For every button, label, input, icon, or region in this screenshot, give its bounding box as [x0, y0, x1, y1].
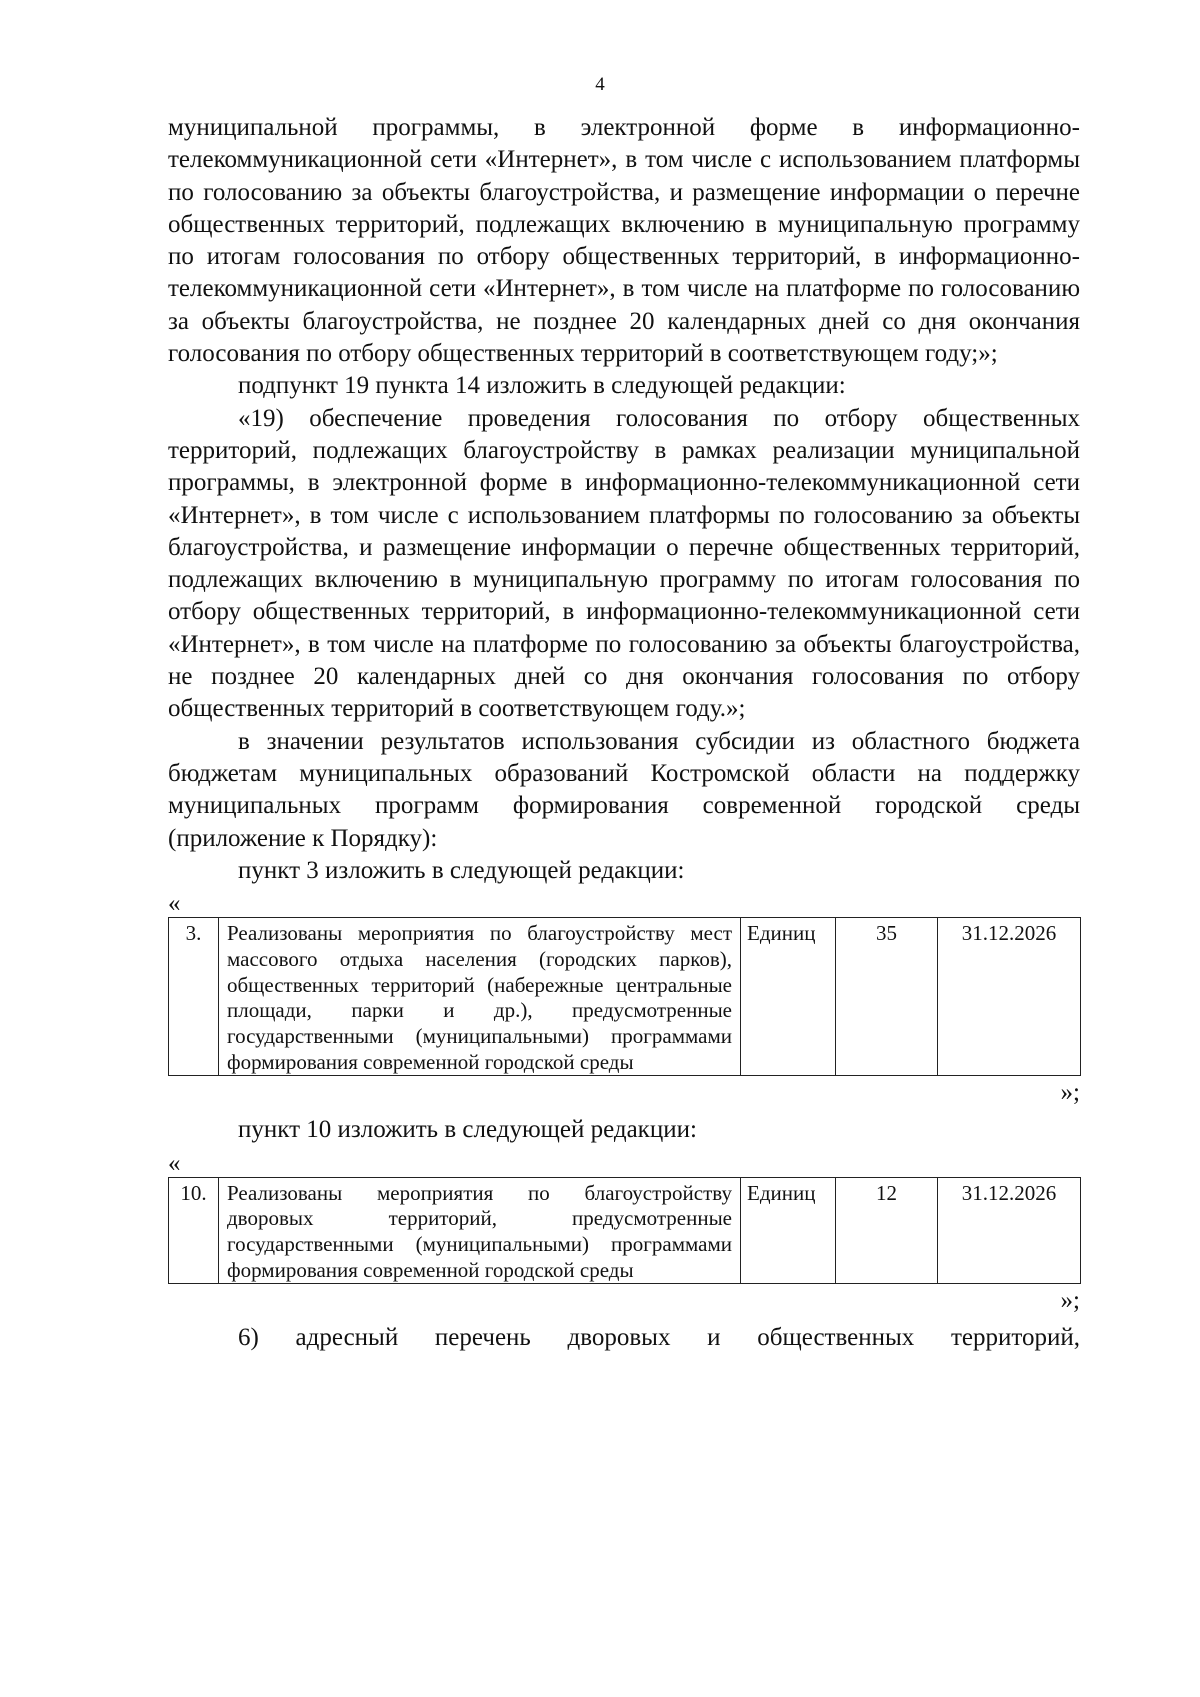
- table-row: [169, 1177, 1081, 1284]
- page-number: 4: [595, 74, 605, 95]
- row-number: 10.: [169, 1177, 219, 1284]
- results-table-point-3: [168, 917, 1081, 1076]
- row-number: 3.: [169, 918, 219, 1076]
- paragraph-item-6: 6) адресный перечень дворовых и общественных территорий,: [238, 1324, 1080, 1352]
- paragraph-continuation: муниципальной программы, в электронной форме в информационно-телекоммуникационной сети «Интернет», в том числе с использованием платформы по голосованию за объекты благоустройства, и размещение информации о перечне общественных территорий, подлежащих включению в муниципальную программу по итогам голосования по отбору общественных территорий, в информационно-телекоммуникационной сети «Интернет», в том числе на платформе по голосованию за объекты благоустройства, не позднее 20 календарных дней со дня окончания голосования по отбору общественных территорий в соответствующем году;»;: [168, 114, 1080, 368]
- paragraph-point-10-heading: пункт 10 изложить в следующей редакции:: [238, 1116, 697, 1144]
- open-quote-mark: «: [168, 1149, 181, 1177]
- paragraph-subpoint-19: «19) обеспечение проведения голосования по отбору общественных территорий, подлежащих благоустройству в рамках реализации муниципальной программы, в электронной форме в информационно-телекоммуникационной сети «Интернет», в том числе с использованием платформы по голосованию за объекты благоустройства, и размещение информации о перечне общественных территорий, подлежащих включению в муниципальную программу по итогам голосования по отбору общественных территорий, в информационно-телекоммуникационной сети «Интернет», в том числе на платформе по голосованию за объекты благоустройства, не позднее 20 календарных дней со дня окончания голосования по отбору общественных территорий в соответствующем году.»;: [168, 404, 1080, 723]
- paragraph-subpoint-heading: подпункт 19 пункта 14 изложить в следующей редакции:: [238, 372, 846, 400]
- row-description: Реализованы мероприятия по благоустройству мест массового отдыха населения (городских парков), общественных территорий (набережные центральные площади, парки и др.), предусмотренные государственными (муниципальными) программами формирования современной городской среды: [219, 918, 741, 1076]
- table-row: [169, 918, 1081, 1076]
- row-value: 12: [836, 1177, 938, 1284]
- row-value: 35: [836, 918, 938, 1076]
- close-quote-mark: »;: [1060, 1079, 1080, 1107]
- open-quote-mark: «: [168, 890, 181, 918]
- row-description: Реализованы мероприятия по благоустройству дворовых территорий, предусмотренные государственными (муниципальными) программами формирования современной городской среды: [219, 1177, 741, 1284]
- paragraph-results-intro: в значении результатов использования субсидии из областного бюджета бюджетам муниципальных образований Костромской области на поддержку муниципальных программ формирования современной городской среды (приложение к Порядку):: [168, 727, 1080, 852]
- document-body: [168, 112, 1080, 1355]
- row-unit: Единиц: [741, 1177, 836, 1284]
- row-date: 31.12.2026: [938, 1177, 1081, 1284]
- row-unit: Единиц: [741, 918, 836, 1076]
- paragraph-point-3-heading: пункт 3 изложить в следующей редакции:: [238, 856, 685, 884]
- close-quote-mark: »;: [1060, 1287, 1080, 1315]
- row-date: 31.12.2026: [938, 918, 1081, 1076]
- results-table-point-10: [168, 1177, 1081, 1285]
